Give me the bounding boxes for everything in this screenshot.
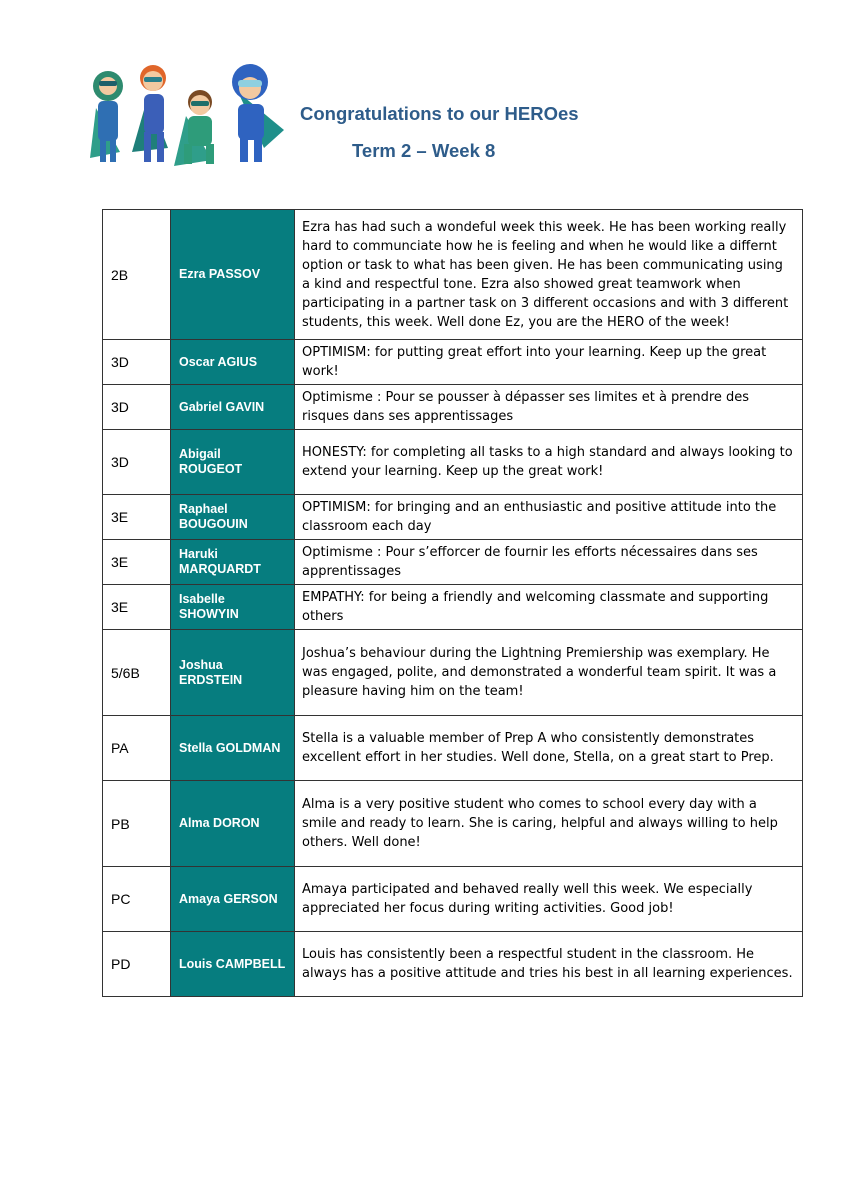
- student-name-cell: Ezra PASSOV: [171, 210, 295, 340]
- superhero-kids-logo-icon: [88, 56, 288, 174]
- class-cell: 3E: [103, 540, 171, 585]
- message-cell: Stella is a valuable member of Prep A who consistently demonstrates excellent effort in her studies. Well done, Stella, on a great start to Prep.: [295, 716, 803, 781]
- class-cell: PA: [103, 716, 171, 781]
- student-name-cell: Amaya GERSON: [171, 867, 295, 932]
- class-cell: 3E: [103, 585, 171, 630]
- student-name-cell: Isabelle SHOWYIN: [171, 585, 295, 630]
- table-row: [103, 540, 803, 585]
- table-row: [103, 585, 803, 630]
- message-cell: Amaya participated and behaved really well this week. We especially appreciated her focus during writing activities. Good job!: [295, 867, 803, 932]
- message-cell: HONESTY: for completing all tasks to a high standard and always looking to extend your learning. Keep up the great work!: [295, 430, 803, 495]
- student-name-cell: Joshua ERDSTEIN: [171, 630, 295, 716]
- message-cell: Optimisme : Pour se pousser à dépasser ses limites et à prendre des risques dans ses apprentissages: [295, 385, 803, 430]
- student-name-cell: Oscar AGIUS: [171, 340, 295, 385]
- class-cell: 3D: [103, 340, 171, 385]
- student-name-cell: Abigail ROUGEOT: [171, 430, 295, 495]
- table-row: [103, 630, 803, 716]
- class-cell: 3E: [103, 495, 171, 540]
- message-cell: Optimisme : Pour s’efforcer de fournir les efforts nécessaires dans ses apprentissages: [295, 540, 803, 585]
- message-cell: EMPATHY: for being a friendly and welcoming classmate and supporting others: [295, 585, 803, 630]
- heroes-table: [102, 209, 803, 997]
- class-cell: 3D: [103, 430, 171, 495]
- table-row: [103, 340, 803, 385]
- message-cell: Joshua’s behaviour during the Lightning Premiership was exemplary. He was engaged, polite, and demonstrated a wonderful team spirit. It was a pleasure having him on the team!: [295, 630, 803, 716]
- message-cell: OPTIMISM: for putting great effort into your learning. Keep up the great work!: [295, 340, 803, 385]
- message-cell: OPTIMISM: for bringing and an enthusiastic and positive attitude into the classroom each day: [295, 495, 803, 540]
- student-name-cell: Louis CAMPBELL: [171, 932, 295, 997]
- student-name-cell: Gabriel GAVIN: [171, 385, 295, 430]
- table-row: [103, 495, 803, 540]
- table-row: [103, 385, 803, 430]
- page-title: Congratulations to our HEROes: [300, 103, 579, 124]
- class-cell: PC: [103, 867, 171, 932]
- message-cell: Louis has consistently been a respectful student in the classroom. He always has a positive attitude and tries his best in all learning experiences.: [295, 932, 803, 997]
- class-cell: 2B: [103, 210, 171, 340]
- message-cell: Alma is a very positive student who comes to school every day with a smile and ready to learn. She is caring, helpful and always willing to help others. Well done!: [295, 781, 803, 867]
- page-subtitle: Term 2 – Week 8: [352, 140, 496, 161]
- class-cell: PD: [103, 932, 171, 997]
- student-name-cell: Stella GOLDMAN: [171, 716, 295, 781]
- class-cell: 5/6B: [103, 630, 171, 716]
- table-row: [103, 716, 803, 781]
- table-row: [103, 210, 803, 340]
- student-name-cell: Raphael BOUGOUIN: [171, 495, 295, 540]
- table-row: [103, 430, 803, 495]
- table-row: [103, 932, 803, 997]
- student-name-cell: Haruki MARQUARDT: [171, 540, 295, 585]
- table-row: [103, 781, 803, 867]
- table-row: [103, 867, 803, 932]
- message-cell: Ezra has had such a wondeful week this week. He has been working really hard to communciate how he is feeling and when he would like a differnt option or task to what has been given. He has been communicating using a kind and respectful tone. Ezra also showed great teamwork when participating in a partner task on 3 different occasions and with 3 different students, this week. Well done Ez, you are the HERO of the week!: [295, 210, 803, 340]
- student-name-cell: Alma DORON: [171, 781, 295, 867]
- class-cell: PB: [103, 781, 171, 867]
- class-cell: 3D: [103, 385, 171, 430]
